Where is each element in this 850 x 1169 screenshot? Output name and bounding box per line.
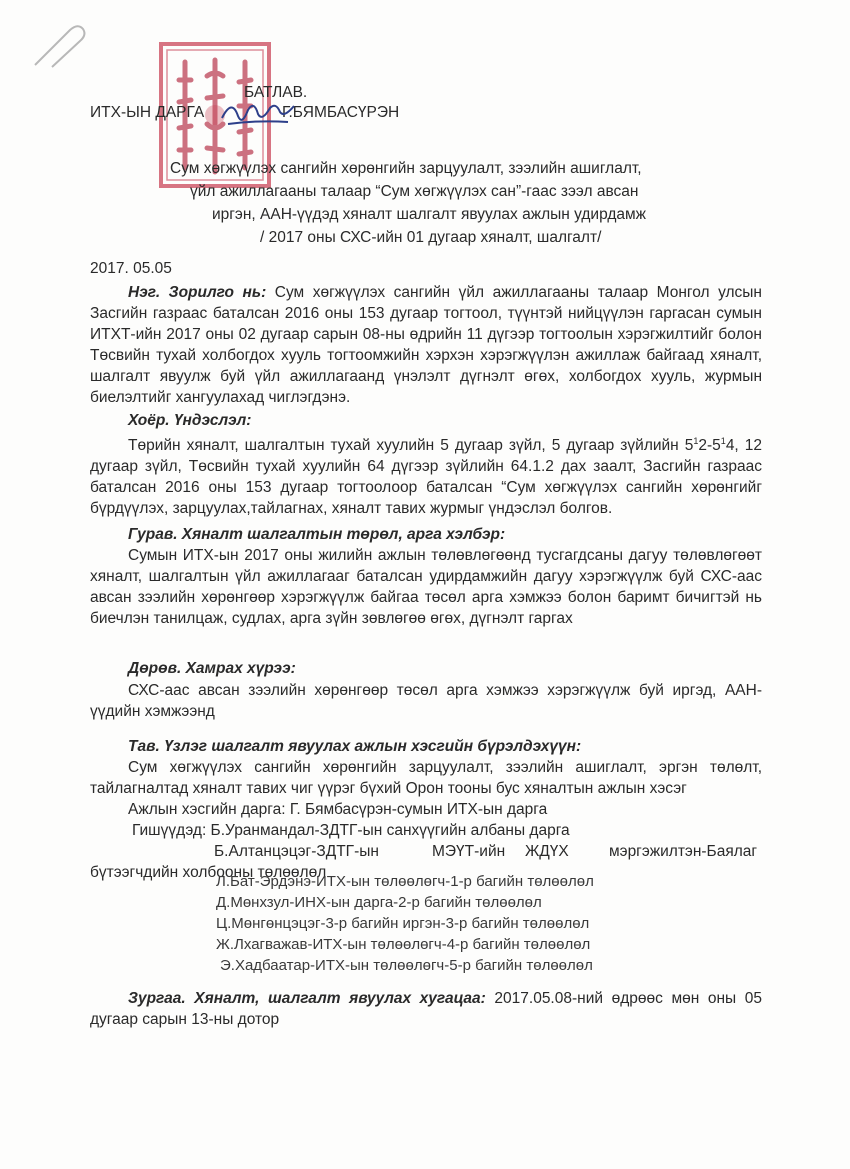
section-body: Сумын ИТХ-ын 2017 оны жилийн ажлын төлөвлөгөөнд тусгагдсаны дагуу төлөвлөгөөт хяналт, шалгалтын үйл ажиллагааг баталсан удирдамжийн дагуу хэрэгжүүлж буй СХС-аас авсан зээлийн хөрөнгөөр хэрэгжүүлж байгаа төсөл арга хэмжээ болон баримт бичигтэй нь биечлэн танилцаж, судлах, арга зүйн зөвлөгөө өгөх, дүгнэлт гаргах [90,547,762,627]
team-member: Ц.Мөнгөнцэцэг-3-р багийн иргэн-3-р багийн төлөөлөл [216,915,590,932]
section-body: СХС-аас авсан зээлийн хөрөнгөөр төсөл арга хэмжээ хэрэгжүүлж буй иргэд, ААН-үүдийн хэмжээнд [90,682,762,720]
section-team-body [90,757,762,799]
approval-label: БАТЛАВ. [244,84,308,101]
section-body: Сум хөгжүүлэх сангийн үйл ажиллагааны талаар Монгол улсын Засгийн газраас баталсан 2016 оны 153 дугаар тогтоол, түүнтэй нийцүүлэн гаргасан сумын ИТХТ-ийн 2017 оны 02 дугаар сарын 08-ны өдрийн 11 дүгээр тогтоолын хэрэгжилтийг болон Төсвийн тухай холбогдох хууль тогтоомжийн хэрхэн хэрэгжүүлэн ажиллаж байгаад хяналт, шалгалт явуулж буй үйл ажиллагаанд үнэлэлт дүгнэлт өгөх, холбогдох хууль, журмын биелэлтийг хангуулахад чиглэгдэнэ. [90,284,762,406]
team-member-part: бүтээгчдийн холбооны төлөөлөл [90,864,327,881]
section-scope-heading [90,658,762,679]
title-line-4: / 2017 оны СХС-ийн 01 дугаар хяналт, шалгалт/ [260,229,602,246]
section-heading: Тав. Үзлэг шалгалт явуулах ажлын хэсгийн бүрэлдэхүүн: [128,738,582,755]
paperclip-icon [30,20,90,70]
section-heading: Нэг. Зорилго нь: [128,284,267,301]
section-purpose [90,282,762,408]
team-member: Ж.Лхагважав-ИТХ-ын төлөөлөгч-4-р багийн төлөөлөл [216,936,591,953]
superscript: 1 [720,436,726,446]
section-type-heading [90,524,762,545]
section-body: Төрийн хяналт, шалгалтын тухай хуулийн 5 дугаар зүйл, 5 дугаар зүйлийн 5 [128,437,694,455]
team-member-part: мэргэжилтэн-Баялаг [609,843,758,860]
section-heading: Зургаа. Хяналт, шалгалт явуулах хугацаа: [128,990,486,1007]
section-basis-body [90,431,762,519]
approver-position: ИТХ-ЫН ДАРГА [90,104,205,121]
section-heading: Хоёр. Үндэслэл: [128,412,252,429]
document-date: 2017. 05.05 [90,260,172,277]
team-members-label: Гишүүдэд: Б.Уранмандал-ЗДТГ-ын санхүүгийн албаны дарга [132,822,570,839]
team-member: Э.Хадбаатар-ИТХ-ын төлөөлөгч-5-р багийн төлөөлөл [220,957,593,974]
team-member: Л.Бат-Эрдэнэ-ИТХ-ын төлөөлөгч-1-р багийн төлөөлөл [216,873,594,890]
title-line-1: Сум хөгжүүлэх сангийн хөрөнгийн зарцуулалт, зээлийн ашиглалт, [170,160,642,177]
section-body: 2-5 [698,437,721,455]
title-line-2: үйл ажиллагааны талаар “Сум хөгжүүлэх сан”-гаас зээл авсан [190,183,639,200]
signature [218,92,298,132]
section-body: 2017.05.08-ний өдрөөс мөн оны 05 дугаар сарын 13-ны дотор [90,990,762,1028]
title-line-3: иргэн, ААН-үүдэд хяналт шалгалт явуулах ажлын удирдамж [212,206,647,223]
team-member: Б.Алтанцэцэг-ЗДТГ-ын [214,843,379,860]
section-team-heading [90,736,762,757]
team-member: Д.Мөнхзул-ИНХ-ын дарга-2-р багийн төлөөлөл [216,894,542,911]
section-scope-body [90,680,762,722]
section-body: 4, 12 дугаар зүйл, Төсвийн тухай хуулийн 64 дүгээр зүйлийн 64.1.2 дах заалт, Засгийн газраас баталсан 2016 оны 153 дугаар тогтоолоор баталсан “Сум хөгжүүлэх сангийн хөрөнгийг бүрдүүлэх, зарцуулах,тайлагнах, хяналт тавих журмыг үндэслэл болгов. [90,437,762,518]
section-type-body [90,545,762,629]
section-duration [90,988,762,1030]
section-heading: Гурав. Хяналт шалгалтын төрөл, арга хэлбэр: [128,526,506,543]
superscript: 1 [693,436,699,446]
section-basis-heading [90,410,762,431]
approver-name: Г.БЯМБАСҮРЭН [282,104,400,121]
team-member-part: ЖДҮХ [525,843,569,860]
section-heading: Дөрөв. Хамрах хүрээ: [128,660,296,677]
section-body: Сум хөгжүүлэх сангийн хөрөнгийн зарцуулалт, зээлийн ашиглалт, эргэн төлөлт, тайлагналтад хяналт тавих чиг үүрэг бүхий Орон тооны бус хяналтын ажлын хэсэг [90,759,762,797]
team-member-part: МЭҮТ-ийн [432,843,506,860]
team-chair: Ажлын хэсгийн дарга: Г. Бямбасүрэн-сумын ИТХ-ын дарга [128,801,548,818]
